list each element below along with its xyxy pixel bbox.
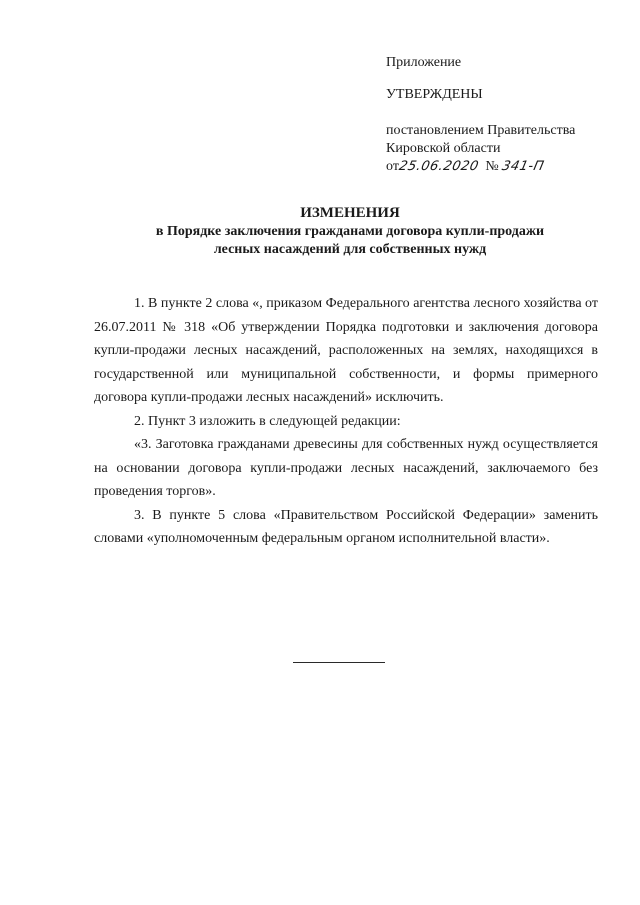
decree-from: от [386,159,399,174]
paragraph-4: 3. В пункте 5 слова «Правительством Российской Федерации» заменить словами «уполномоченным федеральным органом исполнительной власти». [94,507,598,546]
paragraph-3: «3. Заготовка гражданами древесины для собственных нужд осуществляется на основании договора купли-продажи лесных насаждений, заключаемого без проведения торгов». [94,437,598,499]
title-line-1: ИЗМЕНЕНИЯ [300,205,400,221]
appendix-label: Приложение [386,55,462,70]
decree-number-handwritten: 341-П [500,159,546,174]
decree-date-handwritten: 25.06.2020 [397,159,481,174]
decree-line-2: Кировской области [386,141,501,156]
title-line-3: лесных насаждений для собственных нужд [213,242,487,257]
approved-label: УТВЕРЖДЕНЫ [386,87,483,102]
title-line-2: в Порядке заключения гражданами договора купли-продажи [155,224,545,239]
document-body [94,292,598,551]
end-divider [293,662,385,663]
decree-number-sign: № [485,159,499,174]
paragraph-2: 2. Пункт 3 изложить в следующей редакции: [134,413,401,429]
decree-reference [386,122,575,176]
document-title [90,204,610,259]
decree-line-3 [386,158,575,176]
paragraph-1: 1. В пункте 2 слова «, приказом Федерального агентства лесного хозяйства от 26.07.2011 № 318 «Об утверждении Порядка подготовки и заключения договора купли-продажи лесных насаждений, расположенных на землях, находящихся в государственной или муниципальной собственности, и формы примерного договора купли-продажи лесных насаждений» исключить. [94,296,598,405]
decree-line-1: постановлением Правительства [386,123,576,138]
